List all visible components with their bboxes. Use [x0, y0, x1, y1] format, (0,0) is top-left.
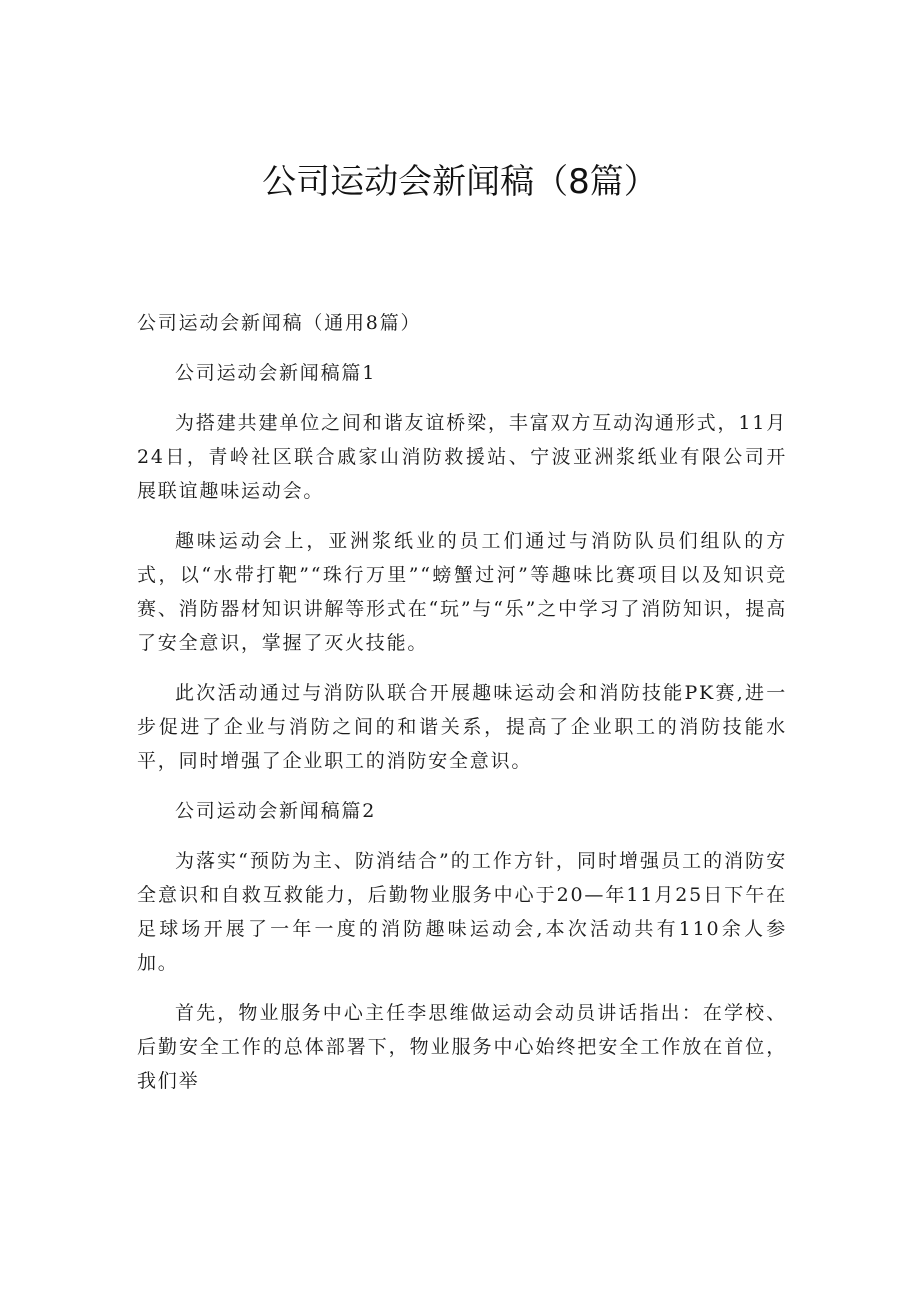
section-heading-1: 公司运动会新闻稿篇1: [175, 362, 377, 384]
paragraph-4: 为落实“预防为主、防消结合”的工作方针，同时增强员工的消防安全意识和自救互救能力，后勤物业服务中心于20—年11月25日下午在足球场开展了一年一度的消防趣味运动会,本次活动共有110余人参加。: [137, 850, 787, 974]
paragraph-2: 趣味运动会上，亚洲浆纸业的员工们通过与消防队员们组队的方式，以“水带打靶”“珠行万里”“螃蟹过河”等趣味比赛项目以及知识竞赛、消防器材知识讲解等形式在“玩”与“乐”之中学习了消防知识，提高了安全意识，掌握了灭火技能。: [137, 530, 787, 654]
paragraph-3: 此次活动通过与消防队联合开展趣味运动会和消防技能PK赛,进一步促进了企业与消防之间的和谐关系，提高了企业职工的消防技能水平，同时增强了企业职工的消防安全意识。: [137, 682, 787, 772]
paragraph-1: 为搭建共建单位之间和谐友谊桥梁，丰富双方互动沟通形式，11月24日，青岭社区联合戚家山消防救援站、宁波亚洲浆纸业有限公司开展联谊趣味运动会。: [137, 412, 787, 502]
document-body: [137, 306, 787, 1114]
paragraph-5: 首先，物业服务中心主任李思维做运动会动员讲话指出：在学校、后勤安全工作的总体部署下，物业服务中心始终把安全工作放在首位，我们举: [137, 1002, 787, 1092]
document-title: 公司运动会新闻稿（8篇）: [262, 162, 658, 202]
section-heading-2: 公司运动会新闻稿篇2: [175, 800, 377, 822]
document-subtitle: 公司运动会新闻稿（通用8篇）: [137, 312, 422, 334]
